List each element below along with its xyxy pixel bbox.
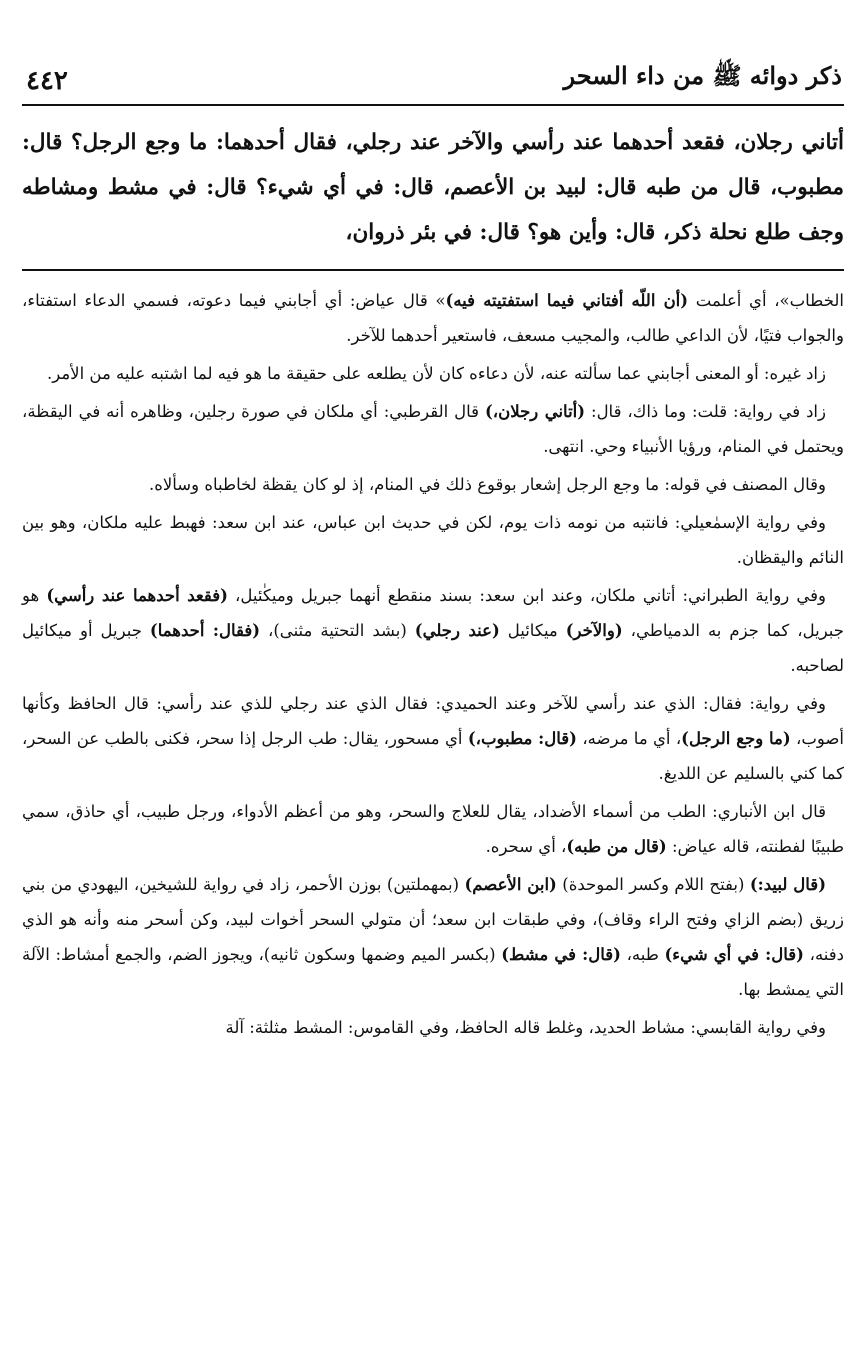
- commentary-paragraph: [22, 867, 844, 1007]
- commentary-text: زاد في رواية: قلت: وما ذاك، قال:: [585, 402, 826, 421]
- footnote-divider: [22, 269, 844, 271]
- hadith-paragraph: أتاني رجلان، فقعد أحدهما عند رأسي والآخر عند رجلي، فقال أحدهما: ما وجع الرجل؟ قال: مطبوب، قال من طبه قال: لبيد بن الأعصم، قال: في أي شيء؟ قال: في مشط ومشاطه وجف طلع نحلة ذكر، قال: وأين هو؟ قال: في بئر ذروان،: [22, 130, 844, 245]
- commentary-paragraph: [22, 794, 844, 864]
- commentary-paragraph: [22, 283, 844, 353]
- commentary-text: أي مسحور، يقال: طب الرجل إذا سحر، فكنى بالطب عن السحر، كما كني بالسليم عن اللديغ.: [22, 729, 844, 783]
- quoted-text: (ابن الأعصم): [464, 875, 557, 894]
- commentary-text: ، أي ما مرضه،: [577, 729, 682, 748]
- quoted-text: (قال من طبه): [566, 837, 667, 856]
- commentary-paragraph: [22, 505, 844, 575]
- commentary-text: » قال عياض: أي أجابني فيما دعوته، فسمي الدعاء استفتاء، والجواب فتيًا، لأن الداعي طالب، والمجيب مسعف، فاستعير أحدهما للآخر.: [22, 291, 844, 345]
- commentary-text: وقال المصنف في قوله: ما وجع الرجل إشعار بوقوع ذلك في المنام، إذ لو كان يقظة لخاطباه وسألاه.: [148, 475, 826, 494]
- commentary-text: هو جبريل، كما جزم به الدمياطي،: [22, 586, 844, 640]
- quoted-text: (أن اللّه أفتاني فيما استفتيته فيه): [445, 291, 689, 310]
- commentary-text: ، أي سحره.: [485, 837, 567, 856]
- commentary-text: وفي رواية القابسي: مشاط الحديد، وغلط قاله الحافظ، وفي القاموس: المشط مثلثة: آلة: [225, 1018, 826, 1037]
- page-header: [22, 44, 844, 106]
- page-number: ٤٤٢: [26, 66, 68, 96]
- commentary-text: وفي رواية: فقال: الذي عند رأسي للآخر وعند الحميدي: فقال الذي عند رجلي للذي عند رأسي: قال الحافظ وكأنها أصوب،: [22, 694, 844, 748]
- commentary-text: قال ابن الأنباري: الطب من أسماء الأضداد، يقال للعلاج والسحر، وهو من أعظم الأدواء، ورجل طبيب، أي حاذق، سمي طبيبًا لفطنته، قاله عياض:: [22, 802, 844, 856]
- running-title: ذكر دوائه ﷺ من داء السحر: [563, 61, 842, 90]
- commentary-paragraph: [22, 1010, 844, 1045]
- commentary-text: ميكائيل: [499, 621, 566, 640]
- commentary-text: وفي رواية الطبراني: أتاني ملكان، وعند ابن سعد: بسند منقطع أنهما جبريل وميكٰئيل،: [227, 586, 826, 605]
- commentary-text: وفي رواية الإسمٰعيلي: فانتبه من نومه ذات يوم، لكن في حديث ابن عباس، عند ابن سعد: فهبط عليه ملكان، وهو بين النائم واليقظان.: [22, 513, 844, 567]
- commentary-paragraph: [22, 356, 844, 391]
- commentary-text: زاد غيره: أو المعنى أجابني عما سألته عنه، لأن دعاءه كان لأن يطلعه على حقيقة ما هو فيه لما اشتبه عليه من الأمر.: [46, 364, 826, 383]
- commentary-paragraph: [22, 467, 844, 502]
- quoted-text: (قال لبيد:): [749, 875, 827, 894]
- commentary-text: (بمهملتين) بوزن الأحمر، زاد في رواية للشيخين، اليهودي من بني زريق (بضم الزاي وفتح الراء وقاف)، وفي طبقات ابن سعد؛ أن متولي السحر أخوات لبيد، وكن أسحر منه وأنه هو الذي دفنه،: [22, 875, 844, 964]
- commentary-paragraph: [22, 394, 844, 464]
- quoted-text: (عند رجلي): [414, 621, 500, 640]
- hadith-text: [22, 120, 844, 255]
- quoted-text: (قال: في أي شيء): [664, 945, 804, 964]
- quoted-text: (أتاني رجلان،): [485, 402, 586, 421]
- commentary-text: (بشد التحتية مثنى)،: [260, 621, 415, 640]
- quoted-text: (والآخر): [565, 621, 623, 640]
- commentary-paragraph: [22, 686, 844, 791]
- book-page: [22, 0, 844, 1360]
- commentary-text: جبريل أو ميكائيل لصاحبه.: [22, 621, 844, 675]
- quoted-text: (قال: في مشط): [501, 945, 621, 964]
- quoted-text: (قال: مطبوب،): [467, 729, 577, 748]
- commentary-paragraph: [22, 578, 844, 683]
- commentary-text: (بكسر الميم وضمها وسكون ثانيه)، ويجوز الضم، والجمع أمشاط: الآلة التي يمشط بها.: [22, 945, 844, 999]
- commentary: [22, 283, 844, 1045]
- commentary-text: (بفتح اللام وكسر الموحدة): [556, 875, 750, 894]
- quoted-text: (فقال: أحدهما): [149, 621, 261, 640]
- commentary-text: الخطاب»، أي أعلمت: [688, 291, 844, 310]
- quoted-text: (ما وجع الرجل): [681, 729, 791, 748]
- quoted-text: (فقعد أحدهما عند رأسي): [46, 586, 228, 605]
- commentary-text: طبه،: [620, 945, 665, 964]
- commentary-text: قال القرطبي: أي ملكان في صورة رجلين، وظاهره أنه في اليقظة، ويحتمل في المنام، ورؤيا الأنبياء وحي. انتهى.: [22, 402, 844, 456]
